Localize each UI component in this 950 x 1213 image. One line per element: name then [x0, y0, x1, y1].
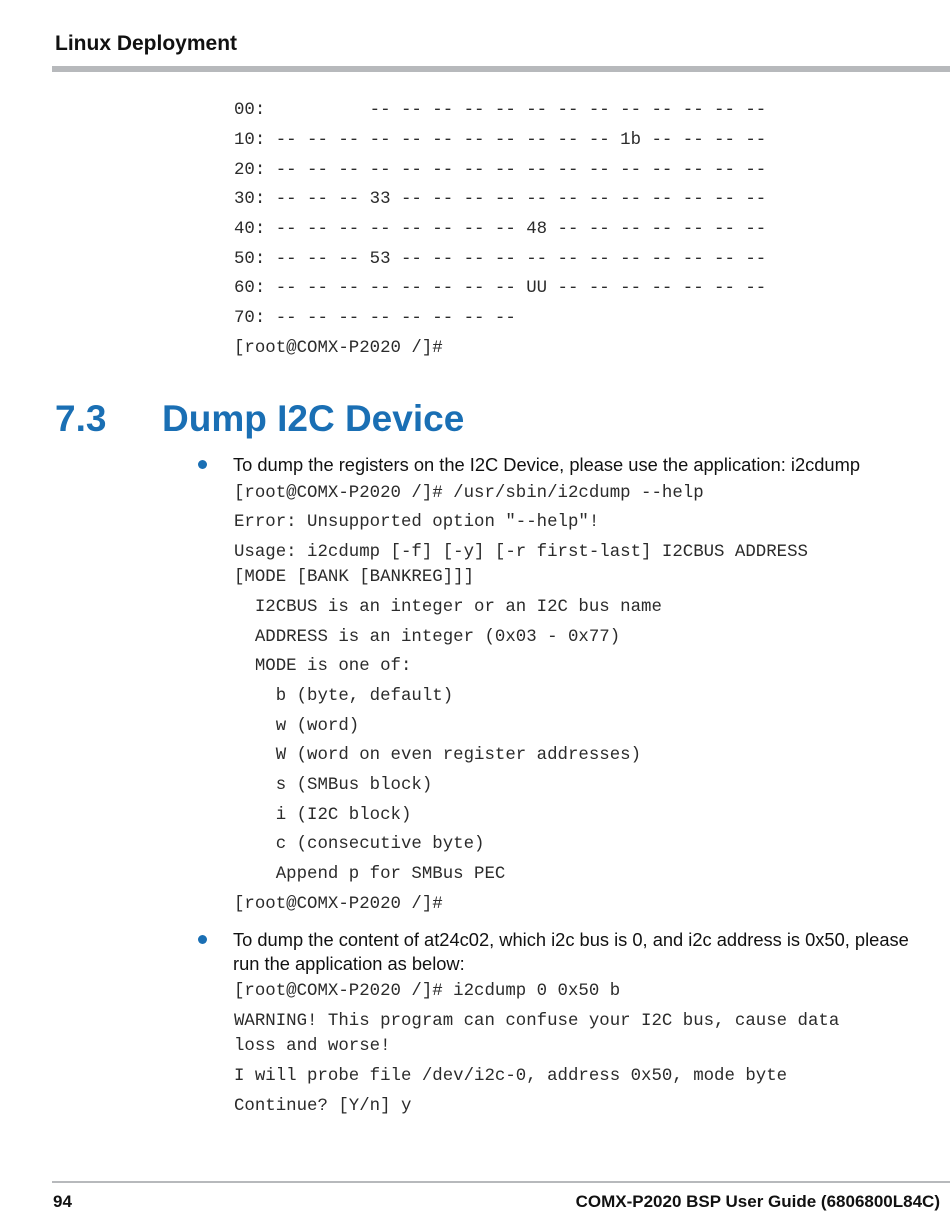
bullet-text-line: run the application as below: [233, 953, 465, 974]
code-line: [root@COMX-P2020 /]# i2cdump 0 0x50 b [234, 982, 621, 1001]
bullet-text: To dump the registers on the I2C Device, please use the application: i2cdump [233, 454, 860, 475]
header-rule [52, 66, 950, 72]
bullet-text-line: To dump the content of at24c02, which i2c bus is 0, and i2c address is 0x50, please [233, 929, 909, 950]
bullet-icon [198, 935, 207, 944]
code-line: [MODE [BANK [BANKREG]]] [234, 568, 475, 587]
code-line: Continue? [Y/n] y [234, 1097, 412, 1116]
code-line: Append p for SMBus PEC [234, 865, 506, 884]
code-line: MODE is one of: [234, 657, 412, 676]
code-line: s (SMBus block) [234, 776, 433, 795]
code-line: I will probe file /dev/i2c-0, address 0x50, mode byte [234, 1067, 788, 1086]
code-line: W (word on even register addresses) [234, 746, 642, 765]
code-line: 40: -- -- -- -- -- -- -- -- 48 -- -- -- -- -- -- -- [234, 220, 767, 239]
code-line: 30: -- -- -- 33 -- -- -- -- -- -- -- -- -- -- -- -- [234, 190, 767, 209]
document-title: COMX-P2020 BSP User Guide (6806800L84C) [575, 1192, 940, 1211]
code-line: ADDRESS is an integer (0x03 - 0x77) [234, 628, 621, 647]
code-line: 10: -- -- -- -- -- -- -- -- -- -- -- 1b -- -- -- -- [234, 131, 767, 150]
code-line: 50: -- -- -- 53 -- -- -- -- -- -- -- -- -- -- -- -- [234, 250, 767, 269]
code-line: 00: -- -- -- -- -- -- -- -- -- -- -- -- -- [234, 101, 767, 120]
code-line: I2CBUS is an integer or an I2C bus name [234, 598, 662, 617]
code-line: b (byte, default) [234, 687, 454, 706]
code-line: i (I2C block) [234, 806, 412, 825]
section-title: Dump I2C Device [162, 398, 465, 439]
running-header: Linux Deployment [55, 32, 238, 55]
code-line: 20: -- -- -- -- -- -- -- -- -- -- -- -- -- -- -- -- [234, 161, 767, 180]
code-line: Error: Unsupported option "--help"! [234, 513, 600, 532]
code-line: loss and worse! [234, 1037, 391, 1056]
bullet-text [233, 928, 948, 976]
footer-rule [52, 1181, 950, 1183]
code-line: c (consecutive byte) [234, 835, 485, 854]
code-line: Usage: i2cdump [-f] [-y] [-r first-last] I2CBUS ADDRESS [234, 543, 808, 562]
code-line: 70: -- -- -- -- -- -- -- -- [234, 309, 516, 328]
code-line: 60: -- -- -- -- -- -- -- -- UU -- -- -- -- -- -- -- [234, 279, 767, 298]
section-number: 7.3 [55, 398, 107, 439]
page-number: 94 [53, 1192, 72, 1211]
code-line: w (word) [234, 717, 360, 736]
bullet-icon [198, 460, 207, 469]
code-line: WARNING! This program can confuse your I2C bus, cause data [234, 1012, 840, 1031]
code-line: [root@COMX-P2020 /]# /usr/sbin/i2cdump --help [234, 484, 704, 503]
code-line: [root@COMX-P2020 /]# [234, 895, 443, 914]
code-line: [root@COMX-P2020 /]# [234, 339, 443, 358]
